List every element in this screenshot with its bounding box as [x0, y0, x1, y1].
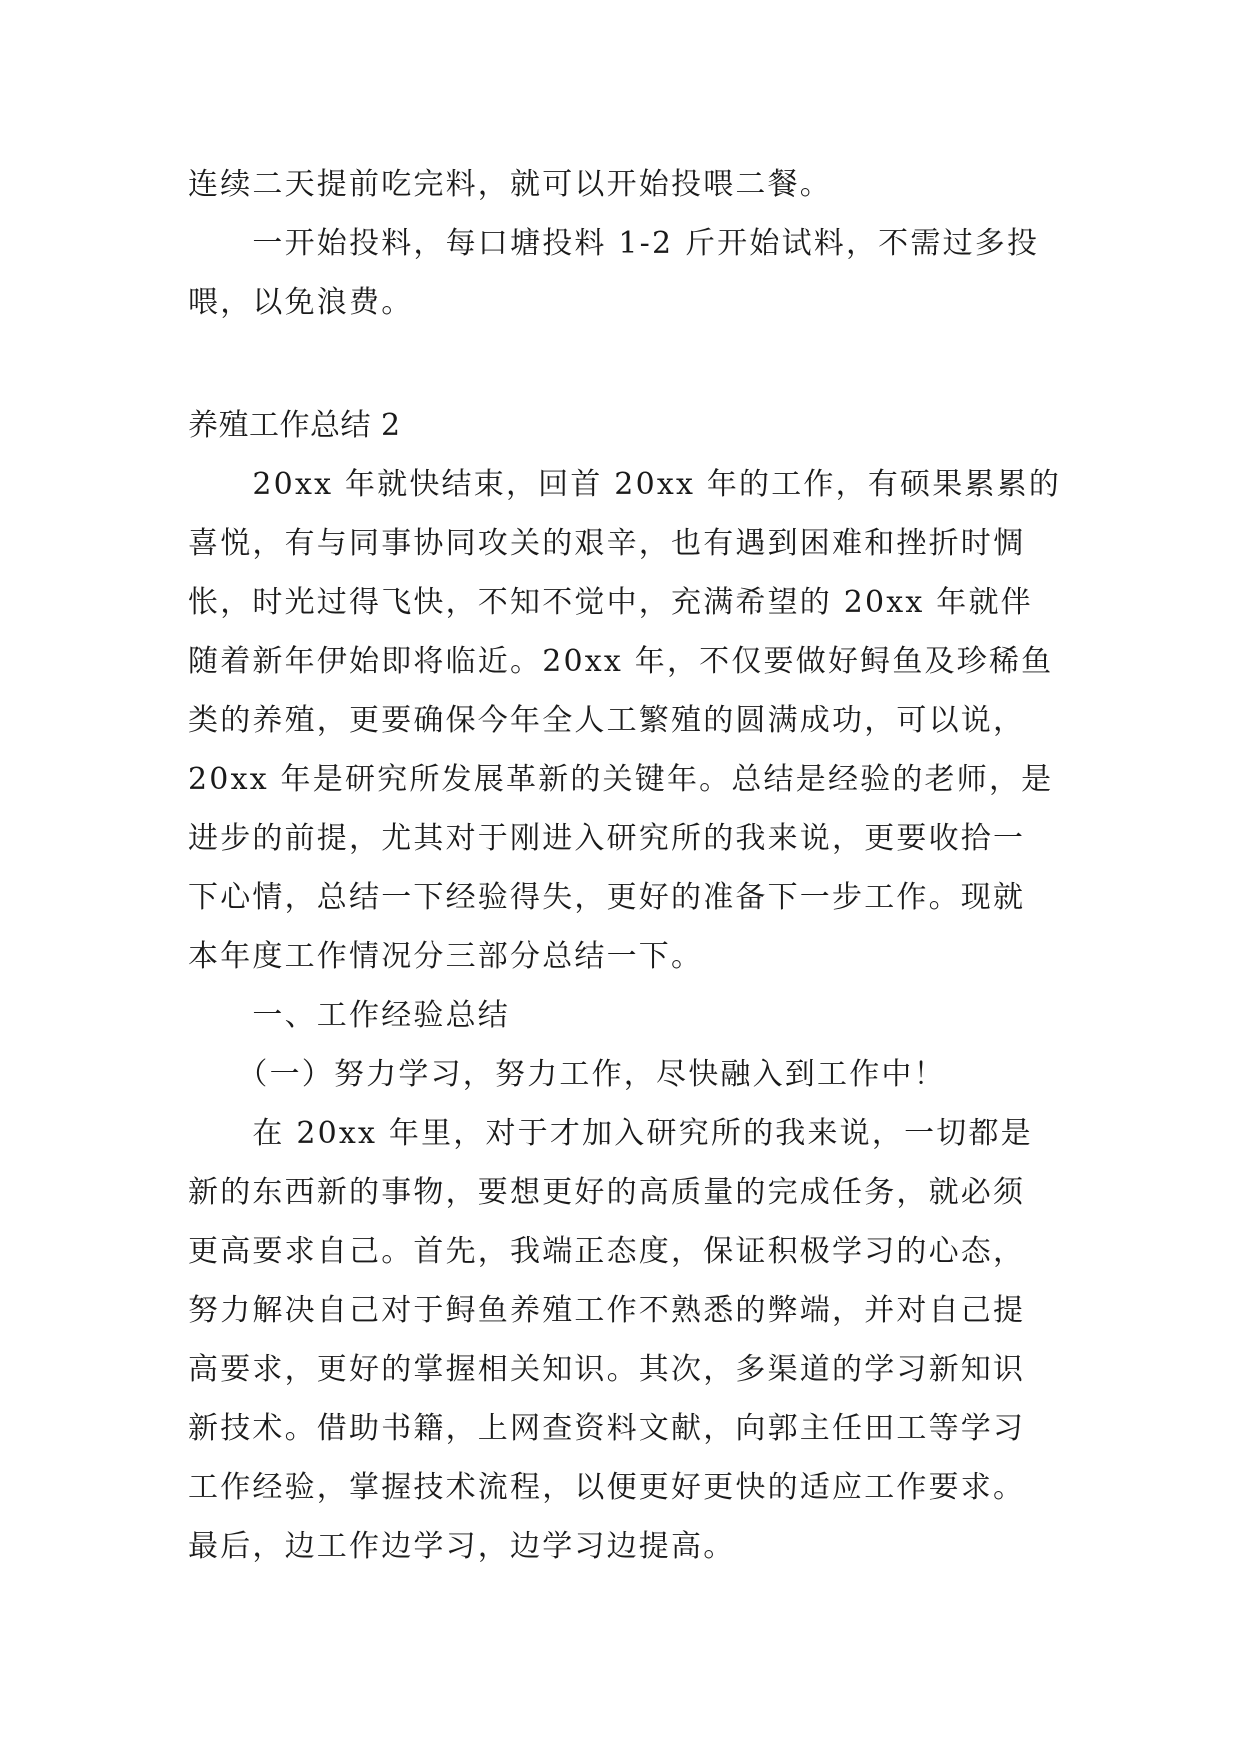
- text-line: 20xx 年是研究所发展革新的关键年。总结是经验的老师，是: [188, 762, 1054, 797]
- section-title: 养殖工作总结 2: [188, 408, 401, 443]
- text-line: 在 20xx 年里，对于才加入研究所的我来说，一切都是: [188, 1116, 1033, 1151]
- text-line: 进步的前提，尤其对于刚进入研究所的我来说，更要收拾一: [188, 821, 1026, 856]
- text-line: 怅，时光过得飞快，不知不觉中，充满希望的 20xx 年就伴: [188, 585, 1033, 620]
- text-line: 工作经验，掌握技术流程，以便更好更快的适应工作要求。: [188, 1470, 1026, 1505]
- text-line: 本年度工作情况分三部分总结一下。: [188, 939, 704, 974]
- text-line: 最后，边工作边学习，边学习边提高。: [188, 1529, 736, 1564]
- text-line: 20xx 年就快结束，回首 20xx 年的工作，有硕果累累的: [188, 467, 1062, 502]
- text-line: 努力解决自己对于鲟鱼养殖工作不熟悉的弊端，并对自己提: [188, 1293, 1026, 1328]
- text-line: 喂，以免浪费。: [188, 285, 414, 320]
- text-line: 随着新年伊始即将临近。20xx 年，不仅要做好鲟鱼及珍稀鱼: [188, 644, 1054, 679]
- text-line: 连续二天提前吃完料，就可以开始投喂二餐。: [188, 167, 832, 202]
- text-line: 喜悦，有与同事协同攻关的艰辛，也有遇到困难和挫折时惆: [188, 526, 1026, 561]
- document-page: [188, 155, 1068, 1576]
- subheading: 一、工作经验总结: [188, 998, 510, 1033]
- text-line: 更高要求自己。首先，我端正态度，保证积极学习的心态，: [188, 1234, 1026, 1269]
- text-line: 一开始投料，每口塘投料 1-2 斤开始试料，不需过多投: [188, 226, 1040, 261]
- text-line: 新技术。借助书籍，上网查资料文献，向郭主任田工等学习: [188, 1411, 1026, 1446]
- text-line: 高要求，更好的掌握相关知识。其次，多渠道的学习新知识: [188, 1352, 1026, 1387]
- section-gap: [188, 332, 1068, 396]
- text-line: 新的东西新的事物，要想更好的高质量的完成任务，就必须: [188, 1175, 1026, 1210]
- subheading: （一）努力学习，努力工作，尽快融入到工作中！: [188, 1057, 946, 1092]
- text-line: 下心情，总结一下经验得失，更好的准备下一步工作。现就: [188, 880, 1026, 915]
- text-line: 类的养殖，更要确保今年全人工繁殖的圆满成功，可以说，: [188, 703, 1026, 738]
